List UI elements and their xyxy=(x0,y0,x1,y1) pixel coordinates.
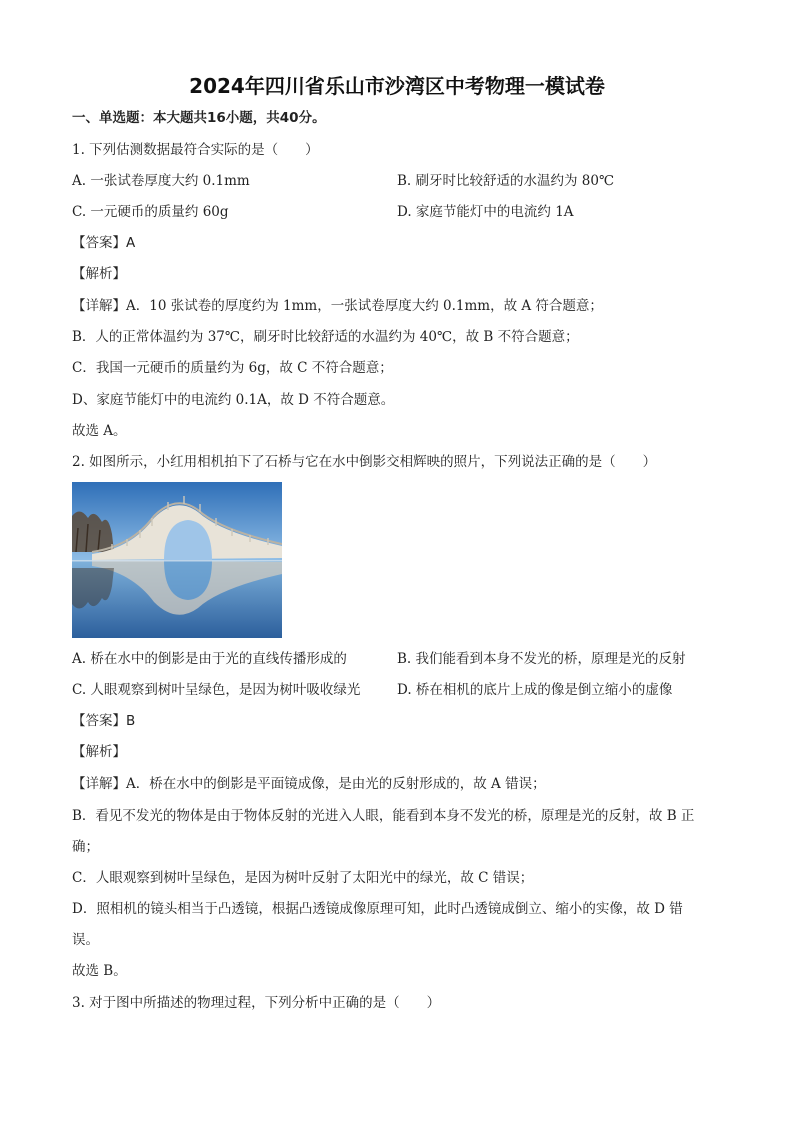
question-2-detail-c: C．人眼观察到树叶呈绿色，是因为树叶反射了太阳光中的绿光，故 C 错误； xyxy=(72,870,534,886)
question-2-option-d: D. 桥在相机的底片上成的像是倒立缩小的虚像 xyxy=(397,682,673,698)
question-1-detail-a: 【详解】A．10 张试卷的厚度约为 1mm，一张试卷厚度大约 0.1mm，故 A 符合题意； xyxy=(72,298,603,314)
question-1-option-c: C. 一元硬币的质量约 60g xyxy=(72,204,229,220)
question-1-option-a: A. 一张试卷厚度大约 0.1mm xyxy=(72,173,250,189)
question-2-stem: 2. 如图所示，小红用相机拍下了石桥与它在水中倒影交相辉映的照片，下列说法正确的是（ ） xyxy=(72,454,657,470)
question-2-answer: 【答案】B xyxy=(72,713,136,729)
question-2-option-a: A. 桥在水中的倒影是由于光的直线传播形成的 xyxy=(72,651,347,667)
question-1-answer: 【答案】A xyxy=(72,235,136,251)
question-1-analysis-label: 【解析】 xyxy=(72,266,126,282)
question-1-option-b: B. 刷牙时比较舒适的水温约为 80℃ xyxy=(397,173,615,189)
question-2-detail-d-continued: 误。 xyxy=(72,932,99,948)
question-1-conclusion: 故选 A。 xyxy=(72,423,127,439)
question-2-detail-b: B．看见不发光的物体是由于物体反射的光进入人眼，能看到本身不发光的桥，原理是光的反射，故 B 正 xyxy=(72,808,695,824)
question-3-stem: 3. 对于图中所描述的物理过程，下列分析中正确的是（ ） xyxy=(72,995,441,1011)
bridge-reflection-photo xyxy=(72,482,282,638)
question-2-detail-d: D．照相机的镜头相当于凸透镜，根据凸透镜成像原理可知，此时凸透镜成倒立、缩小的实像，故 D 错 xyxy=(72,901,683,917)
question-1-detail-b: B．人的正常体温约为 37℃，刷牙时比较舒适的水温约为 40℃，故 B 不符合题意； xyxy=(72,329,579,345)
question-1-detail-d: D、家庭节能灯中的电流约 0.1A，故 D 不符合题意。 xyxy=(72,392,395,408)
question-1-option-d: D. 家庭节能灯中的电流约 1A xyxy=(397,204,574,220)
question-2-analysis-label: 【解析】 xyxy=(72,744,126,760)
question-2-conclusion: 故选 B。 xyxy=(72,963,127,979)
page-title: 2024年四川省乐山市沙湾区中考物理一模试卷 xyxy=(189,74,605,98)
question-2-option-b: B. 我们能看到本身不发光的桥，原理是光的反射 xyxy=(397,651,686,667)
question-2-option-c: C. 人眼观察到树叶呈绿色，是因为树叶吸收绿光 xyxy=(72,682,361,698)
question-1-detail-c: C．我国一元硬币的质量约为 6g，故 C 不符合题意； xyxy=(72,360,393,376)
section-heading: 一、单选题：本大题共16小题，共40分。 xyxy=(72,110,326,126)
question-1-stem: 1. 下列估测数据最符合实际的是（ ） xyxy=(72,142,319,158)
question-2-detail-a: 【详解】A．桥在水中的倒影是平面镜成像，是由光的反射形成的，故 A 错误； xyxy=(72,776,546,792)
question-2-detail-b-continued: 确； xyxy=(72,839,99,855)
